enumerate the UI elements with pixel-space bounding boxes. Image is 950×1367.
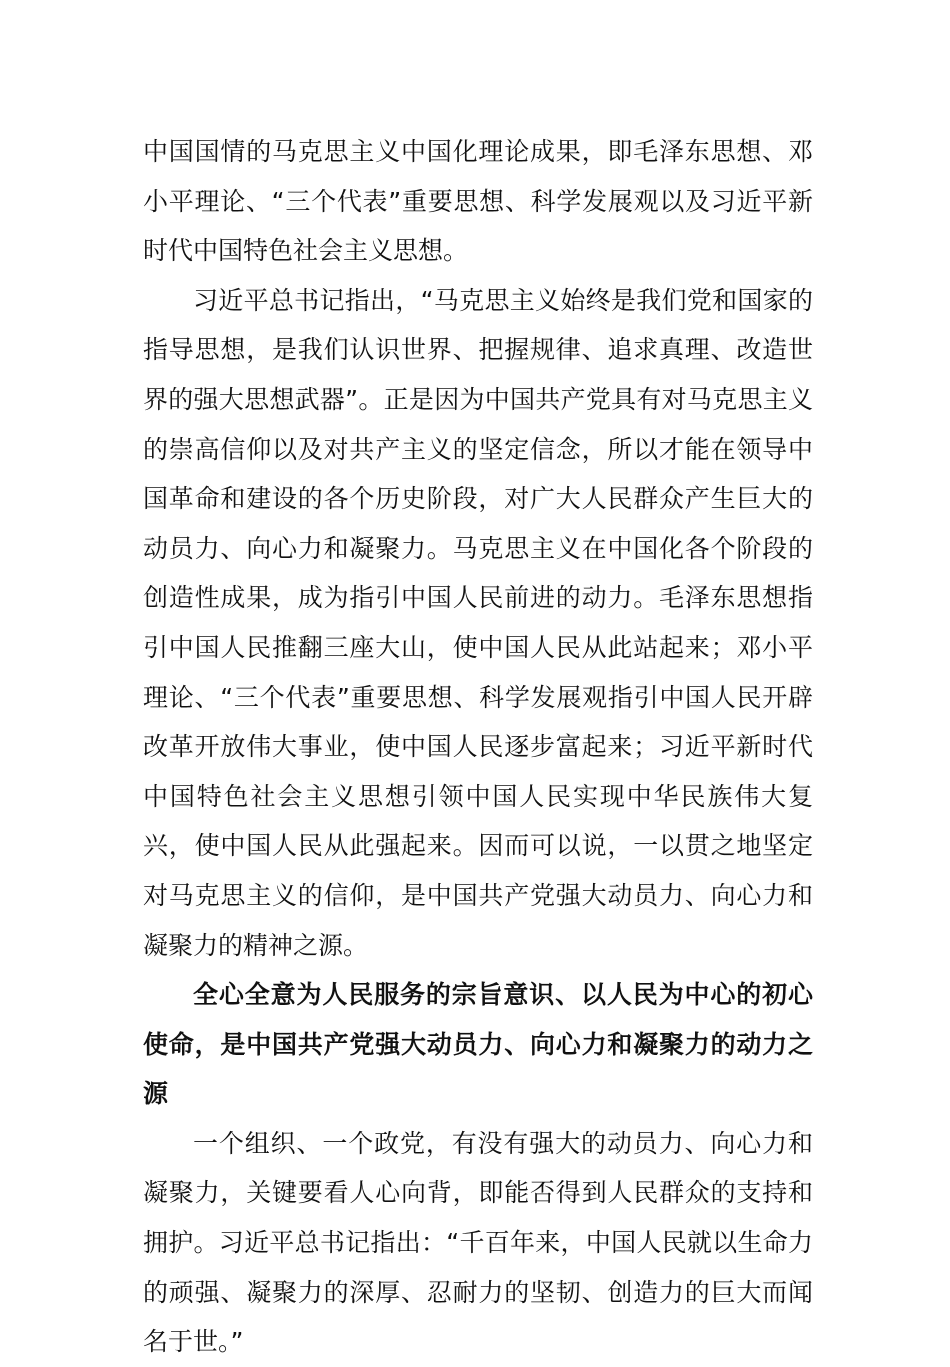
document-body	[143, 127, 813, 1367]
paragraph-2: 习近平总书记指出，“马克思主义始终是我们党和国家的指导思想，是我们认识世界、把握规律、追求真理、改造世界的强大思想武器”。正是因为中国共产党具有对马克思主义的崇高信仰以及对共产主义的坚定信念，所以才能在领导中国革命和建设的各个历史阶段，对广大人民群众产生巨大的动员力、向心力和凝聚力。马克思主义在中国化各个阶段的创造性成果，成为指引中国人民前进的动力。毛泽东思想指引中国人民推翻三座大山，使中国人民从此站起来；邓小平理论、“三个代表”重要思想、科学发展观指引中国人民开辟改革开放伟大事业，使中国人民逐步富起来；习近平新时代中国特色社会主义思想引领中国人民实现中华民族伟大复兴，使中国人民从此强起来。因而可以说，一以贯之地坚定对马克思主义的信仰，是中国共产党强大动员力、向心力和凝聚力的精神之源。	[143, 285, 813, 960]
section-heading: 全心全意为人民服务的宗旨意识、以人民为中心的初心使命，是中国共产党强大动员力、向心力和凝聚力的动力之源	[143, 980, 813, 1109]
paragraph-1: 中国国情的马克思主义中国化理论成果，即毛泽东思想、邓小平理论、“三个代表”重要思想、科学发展观以及习近平新时代中国特色社会主义思想。	[143, 137, 813, 266]
paragraph-3: 一个组织、一个政党，有没有强大的动员力、向心力和凝聚力，关键要看人心向背，即能否得到人民群众的支持和拥护。习近平总书记指出：“千百年来，中国人民就以生命力的顽强、凝聚力的深厚、忍耐力的坚韧、创造力的巨大而闻名于世。”	[143, 1128, 813, 1357]
